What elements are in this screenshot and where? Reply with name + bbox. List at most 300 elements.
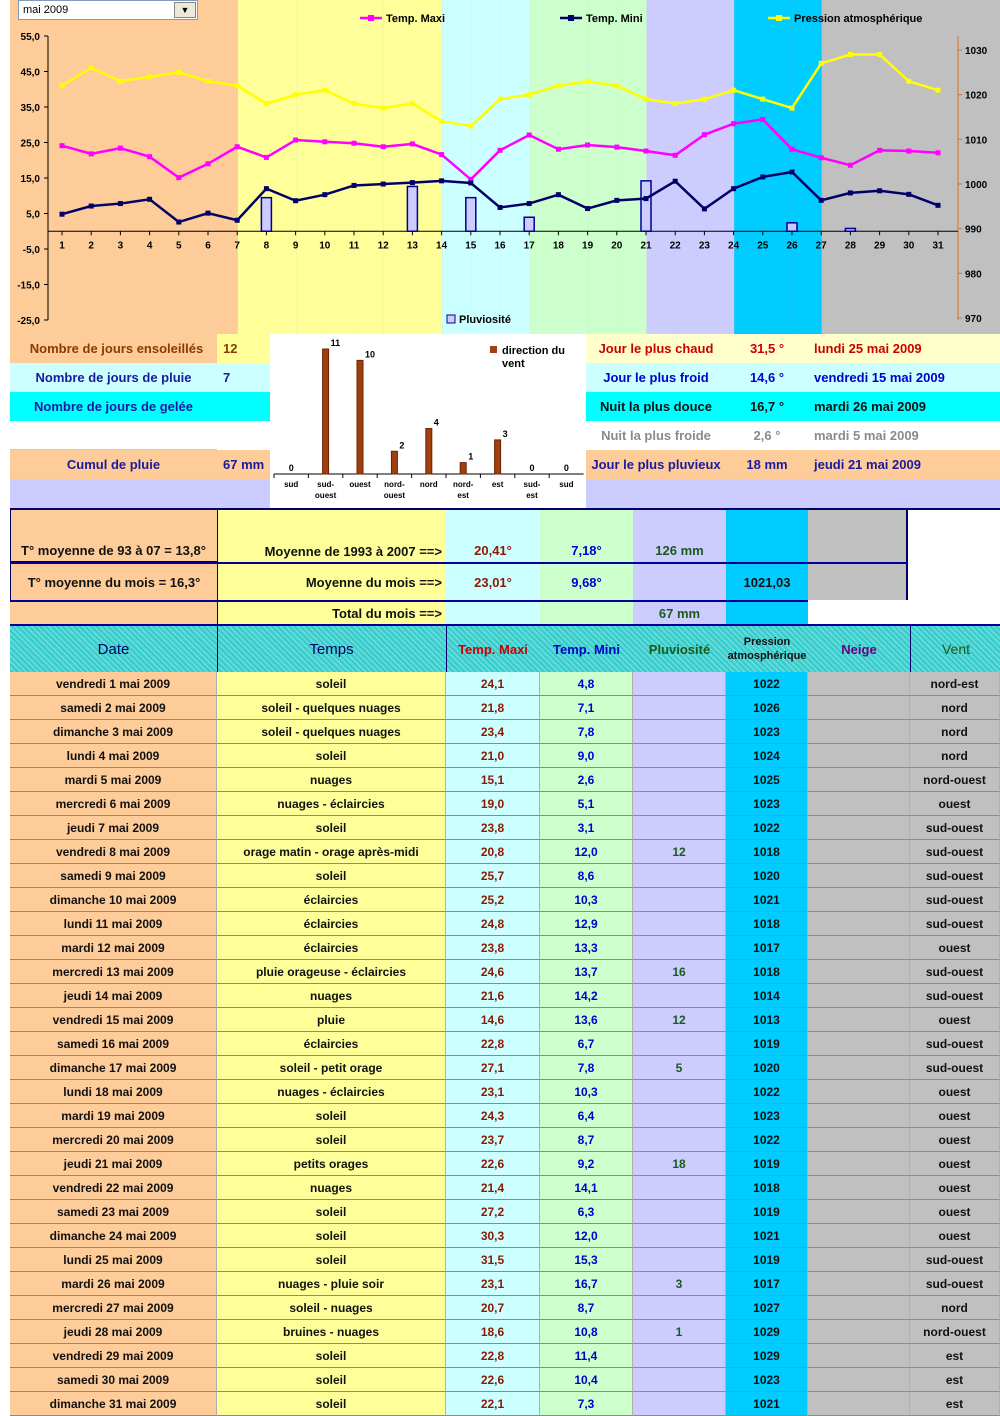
cell-wind[interactable]: est [910,1368,1000,1392]
cell-rain[interactable] [633,888,726,912]
header-wind[interactable]: Vent [910,626,1000,672]
cell-min[interactable]: 9,0 [540,744,633,768]
cell-date[interactable]: vendredi 15 mai 2009 [10,1008,217,1032]
cell-rain[interactable] [633,1344,726,1368]
cell-rain[interactable] [633,1248,726,1272]
cell-temps[interactable]: soleil [217,1248,446,1272]
cell-press[interactable]: 1017 [726,1272,808,1296]
cell-date[interactable]: vendredi 29 mai 2009 [10,1344,217,1368]
cell-date[interactable]: lundi 4 mai 2009 [10,744,217,768]
cell-snow[interactable] [808,1296,910,1320]
cell-temps[interactable]: soleil [217,1392,446,1416]
cell-max[interactable]: 21,0 [446,744,540,768]
cell-rain[interactable] [633,1104,726,1128]
cell-max[interactable]: 23,8 [446,936,540,960]
cell-temps[interactable]: soleil [217,744,446,768]
cell-temps[interactable]: nuages [217,1176,446,1200]
table-row[interactable] [10,1272,1000,1296]
cell-wind[interactable]: nord [910,1296,1000,1320]
header-press[interactable]: Pression atmosphérique [727,636,807,662]
cell-date[interactable]: dimanche 24 mai 2009 [10,1224,217,1248]
cell-wind[interactable]: sud-ouest [910,960,1000,984]
cell-temps[interactable]: soleil [217,1368,446,1392]
cell-wind[interactable]: est [910,1392,1000,1416]
series-point [614,145,619,150]
cell-press[interactable]: 1024 [726,744,808,768]
cell-wind[interactable]: ouest [910,1224,1000,1248]
cell-snow[interactable] [808,1344,910,1368]
cell-press[interactable]: 1020 [726,1056,808,1080]
rainiest-date: jeudi 21 mai 2009 [808,450,1000,479]
cell-temps[interactable]: petits orages [217,1152,446,1176]
cell-press[interactable]: 1013 [726,1008,808,1032]
table-row[interactable] [10,1128,1000,1152]
cell-temps[interactable]: orage matin - orage après-midi [217,840,446,864]
cell-date[interactable]: dimanche 31 mai 2009 [10,1392,217,1416]
x-tick-label: 28 [844,240,856,252]
cell-press[interactable]: 1021 [726,888,808,912]
cell-max[interactable]: 21,6 [446,984,540,1008]
cell-rain[interactable] [633,936,726,960]
table-row[interactable] [10,936,1000,960]
cell-date[interactable]: mercredi 20 mai 2009 [10,1128,217,1152]
cell-press[interactable]: 1019 [726,1200,808,1224]
series-point [644,196,649,201]
cell-max[interactable]: 22,6 [446,1368,540,1392]
cell-date[interactable]: lundi 11 mai 2009 [10,912,217,936]
cell-press[interactable]: 1022 [726,816,808,840]
cell-press[interactable]: 1026 [726,696,808,720]
cell-wind[interactable]: est [910,1344,1000,1368]
table-row[interactable] [10,1224,1000,1248]
cell-min[interactable]: 6,3 [540,1200,633,1224]
header-temps[interactable]: Temps [217,626,447,672]
cell-temps[interactable]: soleil - quelques nuages [217,696,446,720]
wind-value-label: 3 [502,428,508,439]
cell-max[interactable]: 23,1 [446,1272,540,1296]
table-row[interactable] [10,984,1000,1008]
cell-min[interactable]: 5,1 [540,792,633,816]
cell-press[interactable]: 1029 [726,1320,808,1344]
cell-temps[interactable]: éclaircies [217,912,446,936]
cell-temps[interactable]: éclaircies [217,888,446,912]
cell-snow[interactable] [808,1272,910,1296]
cell-snow[interactable] [808,864,910,888]
cell-max[interactable]: 24,6 [446,960,540,984]
cell-date[interactable]: dimanche 17 mai 2009 [10,1056,217,1080]
cell-min[interactable]: 13,7 [540,960,633,984]
cell-date[interactable]: mercredi 6 mai 2009 [10,792,217,816]
cell-temps[interactable]: soleil [217,1344,446,1368]
cell-wind[interactable]: nord [910,720,1000,744]
table-row[interactable] [10,1392,1000,1416]
cell-min[interactable]: 8,7 [540,1296,633,1320]
cell-wind[interactable]: sud-ouest [910,1056,1000,1080]
cell-snow[interactable] [808,1320,910,1344]
cell-max[interactable]: 23,4 [446,720,540,744]
cell-rain[interactable] [633,768,726,792]
cell-min[interactable]: 14,1 [540,1176,633,1200]
cell-snow[interactable] [808,912,910,936]
cell-min[interactable]: 13,6 [540,1008,633,1032]
cell-max[interactable]: 27,1 [446,1056,540,1080]
cell-max[interactable]: 23,8 [446,816,540,840]
cell-min[interactable]: 7,8 [540,1056,633,1080]
cell-min[interactable]: 16,7 [540,1272,633,1296]
cell-temps[interactable]: bruines - nuages [217,1320,446,1344]
cell-wind[interactable]: ouest [910,1104,1000,1128]
cell-date[interactable]: samedi 30 mai 2009 [10,1368,217,1392]
cell-wind[interactable]: sud-ouest [910,888,1000,912]
cell-snow[interactable] [808,936,910,960]
cell-rain[interactable] [633,984,726,1008]
cell-press[interactable]: 1018 [726,1176,808,1200]
cell-snow[interactable] [808,696,910,720]
cell-min[interactable]: 10,3 [540,888,633,912]
cell-press[interactable]: 1022 [726,1128,808,1152]
cell-min[interactable]: 9,2 [540,1152,633,1176]
header-rain[interactable]: Pluviosité [648,641,711,657]
cell-date[interactable]: samedi 16 mai 2009 [10,1032,217,1056]
table-row[interactable] [10,1296,1000,1320]
cell-press[interactable]: 1014 [726,984,808,1008]
cell-press[interactable]: 1023 [726,792,808,816]
table-row[interactable] [10,672,1000,696]
cell-wind[interactable]: nord [910,696,1000,720]
table-row[interactable] [10,768,1000,792]
cell-max[interactable]: 22,6 [446,1152,540,1176]
cell-max[interactable]: 22,8 [446,1344,540,1368]
cell-min[interactable]: 6,7 [540,1032,633,1056]
cell-snow[interactable] [808,1368,910,1392]
cell-max[interactable]: 22,8 [446,1032,540,1056]
cell-press[interactable]: 1019 [726,1152,808,1176]
cell-date[interactable]: jeudi 28 mai 2009 [10,1320,217,1344]
cell-min[interactable]: 7,3 [540,1392,633,1416]
table-row[interactable] [10,1368,1000,1392]
table-row[interactable] [10,1344,1000,1368]
cell-max[interactable]: 20,7 [446,1296,540,1320]
table-row[interactable] [10,1080,1000,1104]
cell-rain[interactable]: 16 [633,960,726,984]
table-row[interactable] [10,1248,1000,1272]
cell-wind[interactable]: ouest [910,1176,1000,1200]
cell-rain[interactable]: 12 [633,840,726,864]
cell-date[interactable]: mardi 5 mai 2009 [10,768,217,792]
cell-snow[interactable] [808,1104,910,1128]
column-band [355,0,384,334]
cell-rain[interactable] [633,744,726,768]
cell-press[interactable]: 1021 [726,1392,808,1416]
cell-wind[interactable]: sud-ouest [910,912,1000,936]
cell-max[interactable]: 24,1 [446,672,540,696]
table-row[interactable] [10,792,1000,816]
cell-wind[interactable]: sud-ouest [910,840,1000,864]
cell-wind[interactable]: ouest [910,1200,1000,1224]
series-point [906,149,911,154]
table-row[interactable] [10,1200,1000,1224]
cell-max[interactable]: 21,4 [446,1176,540,1200]
cell-max[interactable]: 15,1 [446,768,540,792]
cell-wind[interactable]: sud-ouest [910,864,1000,888]
cell-press[interactable]: 1029 [726,1344,808,1368]
cell-max[interactable]: 21,8 [446,696,540,720]
cell-snow[interactable] [808,1176,910,1200]
cell-wind[interactable]: nord-ouest [910,768,1000,792]
table-row[interactable] [10,696,1000,720]
cell-temps[interactable]: soleil [217,1224,446,1248]
table-row[interactable] [10,1176,1000,1200]
cell-max[interactable]: 30,3 [446,1224,540,1248]
cell-snow[interactable] [808,888,910,912]
cell-press[interactable]: 1018 [726,912,808,936]
cell-snow[interactable] [808,960,910,984]
cell-rain[interactable] [633,1080,726,1104]
cell-snow[interactable] [808,1128,910,1152]
cell-rain[interactable]: 3 [633,1272,726,1296]
cell-snow[interactable] [808,840,910,864]
cell-rain[interactable] [633,816,726,840]
chevron-down-icon[interactable]: ▼ [174,2,196,18]
cell-rain[interactable] [633,1224,726,1248]
cell-date[interactable]: mercredi 27 mai 2009 [10,1296,217,1320]
cell-temps[interactable]: soleil [217,1128,446,1152]
cell-temps[interactable]: nuages [217,984,446,1008]
cell-wind[interactable]: ouest [910,1008,1000,1032]
cell-press[interactable]: 1025 [726,768,808,792]
cell-date[interactable]: vendredi 1 mai 2009 [10,672,217,696]
cell-date[interactable]: vendredi 8 mai 2009 [10,840,217,864]
cell-temps[interactable]: soleil [217,864,446,888]
cell-press[interactable]: 1023 [726,1104,808,1128]
cell-rain[interactable] [633,1296,726,1320]
cell-max[interactable]: 22,1 [446,1392,540,1416]
cell-temps[interactable]: soleil - nuages [217,1296,446,1320]
cell-press[interactable]: 1019 [726,1032,808,1056]
cell-snow[interactable] [808,792,910,816]
cell-max[interactable]: 31,5 [446,1248,540,1272]
cell-wind[interactable]: sud-ouest [910,1032,1000,1056]
cell-rain[interactable] [633,1128,726,1152]
cell-rain[interactable]: 12 [633,1008,726,1032]
cell-date[interactable]: lundi 25 mai 2009 [10,1248,217,1272]
table-row[interactable] [10,888,1000,912]
cell-wind[interactable]: ouest [910,792,1000,816]
cell-press[interactable]: 1022 [726,1080,808,1104]
table-row[interactable] [10,840,1000,864]
table-row[interactable] [10,1056,1000,1080]
cell-rain[interactable] [633,1032,726,1056]
cell-min[interactable]: 7,1 [540,696,633,720]
rainiest-value: 18 mm [726,450,808,479]
table-row[interactable] [10,720,1000,744]
cell-snow[interactable] [808,720,910,744]
header-date[interactable]: Date [10,626,218,672]
cell-rain[interactable] [633,720,726,744]
cell-min[interactable]: 2,6 [540,768,633,792]
cell-wind[interactable]: ouest [910,1152,1000,1176]
cell-temps[interactable]: soleil [217,1104,446,1128]
cell-wind[interactable]: sud-ouest [910,1248,1000,1272]
cell-min[interactable]: 7,8 [540,720,633,744]
cell-snow[interactable] [808,984,910,1008]
cell-temps[interactable]: soleil [217,1200,446,1224]
cell-date[interactable]: dimanche 10 mai 2009 [10,888,217,912]
cell-date[interactable]: samedi 23 mai 2009 [10,1200,217,1224]
cell-temps[interactable]: éclaircies [217,1032,446,1056]
cell-max[interactable]: 25,7 [446,864,540,888]
cell-max[interactable]: 27,2 [446,1200,540,1224]
cell-max[interactable]: 23,7 [446,1128,540,1152]
cell-temps[interactable]: nuages - pluie soir [217,1272,446,1296]
cell-snow[interactable] [808,1392,910,1416]
cell-snow[interactable] [808,1224,910,1248]
cell-date[interactable]: lundi 18 mai 2009 [10,1080,217,1104]
cell-temps[interactable]: nuages [217,768,446,792]
cell-rain[interactable] [633,1176,726,1200]
cell-min[interactable]: 10,3 [540,1080,633,1104]
cell-min[interactable]: 8,7 [540,1128,633,1152]
cell-min[interactable]: 12,0 [540,840,633,864]
cell-min[interactable]: 11,4 [540,1344,633,1368]
table-row[interactable] [10,960,1000,984]
cell-snow[interactable] [808,1032,910,1056]
cell-temps[interactable]: nuages - éclaircies [217,792,446,816]
cell-rain[interactable] [633,912,726,936]
cell-snow[interactable] [808,672,910,696]
cell-rain[interactable]: 5 [633,1056,726,1080]
cell-wind[interactable]: nord-ouest [910,1320,1000,1344]
cell-date[interactable]: mercredi 13 mai 2009 [10,960,217,984]
cell-max[interactable]: 20,8 [446,840,540,864]
cell-max[interactable]: 24,3 [446,1104,540,1128]
cell-press[interactable]: 1022 [726,672,808,696]
cell-date[interactable]: mardi 12 mai 2009 [10,936,217,960]
cell-max[interactable]: 25,2 [446,888,540,912]
cell-min[interactable]: 10,8 [540,1320,633,1344]
table-row[interactable] [10,1152,1000,1176]
cell-snow[interactable] [808,1056,910,1080]
table-row[interactable] [10,1032,1000,1056]
cell-min[interactable]: 12,0 [540,1224,633,1248]
cell-max[interactable]: 19,0 [446,792,540,816]
header-min[interactable]: Temp. Mini [553,641,620,657]
cell-rain[interactable] [633,696,726,720]
cell-press[interactable]: 1018 [726,960,808,984]
cell-wind[interactable]: ouest [910,936,1000,960]
cell-wind[interactable]: ouest [910,1128,1000,1152]
cell-min[interactable]: 13,3 [540,936,633,960]
cell-max[interactable]: 14,6 [446,1008,540,1032]
cell-snow[interactable] [808,1248,910,1272]
cell-min[interactable]: 12,9 [540,912,633,936]
cell-date[interactable]: samedi 2 mai 2009 [10,696,217,720]
cell-rain[interactable] [633,1392,726,1416]
table-row[interactable] [10,1320,1000,1344]
cell-temps[interactable]: nuages - éclaircies [217,1080,446,1104]
cell-date[interactable]: vendredi 22 mai 2009 [10,1176,217,1200]
cell-rain[interactable] [633,1200,726,1224]
cell-min[interactable]: 3,1 [540,816,633,840]
cell-temps[interactable]: pluie [217,1008,446,1032]
table-row[interactable] [10,1104,1000,1128]
cell-temps[interactable]: soleil [217,816,446,840]
cell-wind[interactable]: nord [910,744,1000,768]
cell-rain[interactable] [633,672,726,696]
cell-press[interactable]: 1019 [726,1248,808,1272]
cell-snow[interactable] [808,768,910,792]
cell-min[interactable]: 4,8 [540,672,633,696]
cell-press[interactable]: 1027 [726,1296,808,1320]
cell-temps[interactable]: soleil [217,672,446,696]
cell-min[interactable]: 8,6 [540,864,633,888]
cell-press[interactable]: 1023 [726,720,808,744]
left-tick-label: -25,0 [17,316,40,327]
cell-date[interactable]: jeudi 14 mai 2009 [10,984,217,1008]
cell-temps[interactable]: éclaircies [217,936,446,960]
cell-date[interactable]: jeudi 7 mai 2009 [10,816,217,840]
cell-min[interactable]: 10,4 [540,1368,633,1392]
cell-wind[interactable]: nord-est [910,672,1000,696]
cell-max[interactable]: 23,1 [446,1080,540,1104]
series-point [936,88,941,93]
header-snow[interactable]: Neige [841,641,877,657]
cell-press[interactable]: 1021 [726,1224,808,1248]
cell-press[interactable]: 1020 [726,864,808,888]
cell-date[interactable]: mardi 19 mai 2009 [10,1104,217,1128]
cell-press[interactable]: 1023 [726,1368,808,1392]
cell-min[interactable]: 6,4 [540,1104,633,1128]
cell-snow[interactable] [808,744,910,768]
cell-snow[interactable] [808,1080,910,1104]
cell-temps[interactable]: pluie orageuse - éclaircies [217,960,446,984]
cell-date[interactable]: dimanche 3 mai 2009 [10,720,217,744]
cell-wind[interactable]: sud-ouest [910,984,1000,1008]
table-row[interactable] [10,912,1000,936]
cell-date[interactable]: mardi 26 mai 2009 [10,1272,217,1296]
cell-snow[interactable] [808,816,910,840]
cell-press[interactable]: 1017 [726,936,808,960]
table-row[interactable] [10,864,1000,888]
cell-wind[interactable]: sud-ouest [910,1272,1000,1296]
cell-min[interactable]: 15,3 [540,1248,633,1272]
cell-rain[interactable] [633,1368,726,1392]
table-row[interactable] [10,744,1000,768]
cell-press[interactable]: 1018 [726,840,808,864]
cell-snow[interactable] [808,1152,910,1176]
header-max[interactable]: Temp. Maxi [458,641,528,657]
cell-temps[interactable]: soleil - quelques nuages [217,720,446,744]
cell-date[interactable]: jeudi 21 mai 2009 [10,1152,217,1176]
cell-rain[interactable]: 1 [633,1320,726,1344]
month-select[interactable] [18,0,198,20]
table-row[interactable] [10,1008,1000,1032]
table-row[interactable] [10,816,1000,840]
x-tick-label: 17 [523,240,535,252]
cell-max[interactable]: 18,6 [446,1320,540,1344]
cell-snow[interactable] [808,1200,910,1224]
cell-wind[interactable]: sud-ouest [910,816,1000,840]
cell-rain[interactable] [633,792,726,816]
cell-rain[interactable]: 18 [633,1152,726,1176]
cell-snow[interactable] [808,1008,910,1032]
cell-date[interactable]: samedi 9 mai 2009 [10,864,217,888]
cell-max[interactable]: 24,8 [446,912,540,936]
cell-rain[interactable] [633,864,726,888]
cell-temps[interactable]: soleil - petit orage [217,1056,446,1080]
cell-wind[interactable]: ouest [910,1080,1000,1104]
cell-min[interactable]: 14,2 [540,984,633,1008]
